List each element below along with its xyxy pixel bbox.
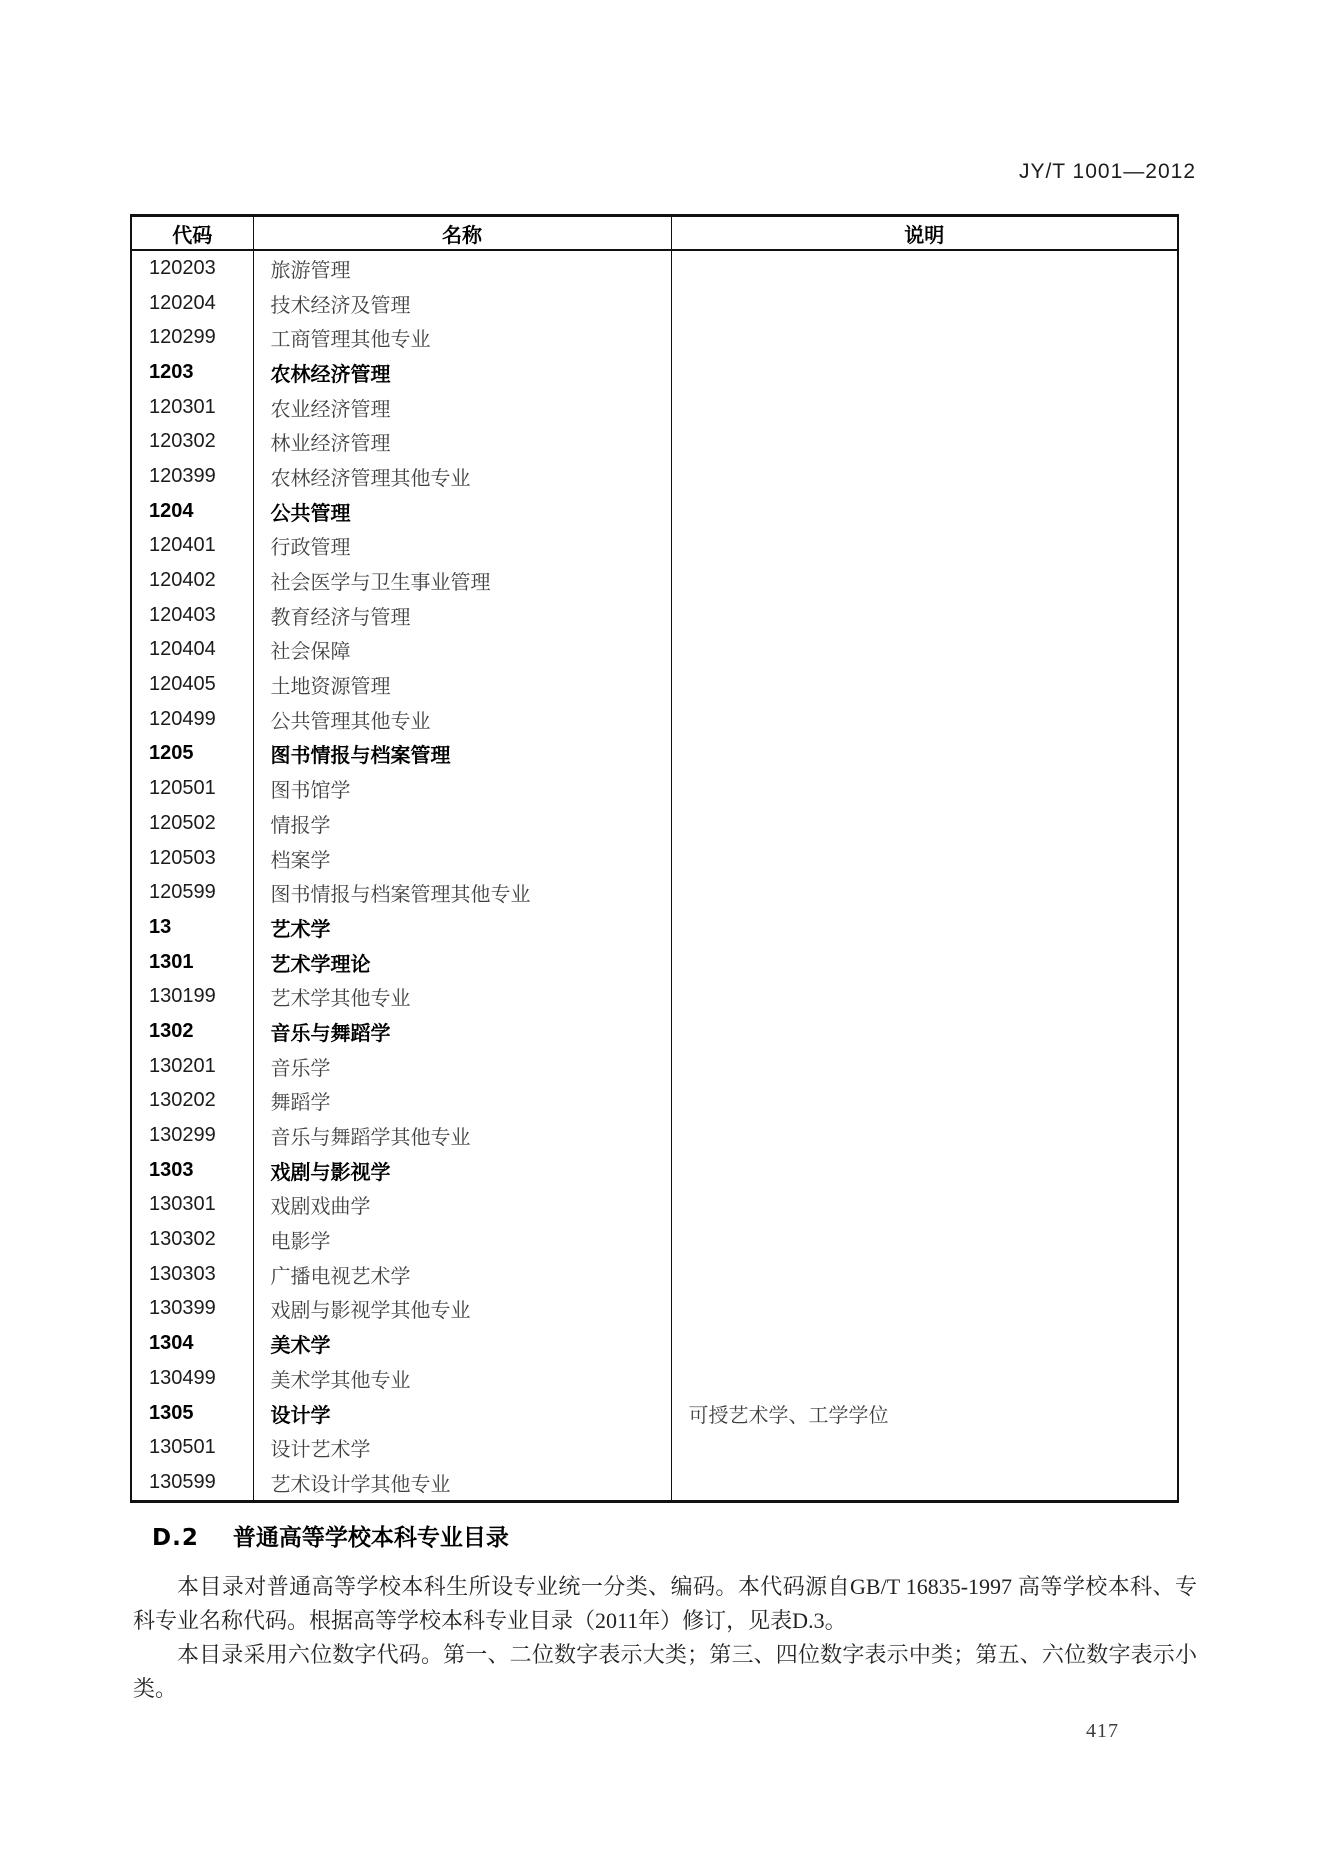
note-cell bbox=[671, 320, 1178, 355]
note-cell bbox=[671, 1361, 1178, 1396]
code-cell: 120499 bbox=[149, 707, 216, 730]
name-cell: 档案学 bbox=[253, 841, 671, 876]
code-cell: 120302 bbox=[149, 430, 216, 453]
body-paragraph: 本目录采用六位数字代码。第一、二位数字表示大类；第三、四位数字表示中类；第五、六位数字表示小类。 bbox=[133, 1642, 1197, 1701]
name-cell: 社会医学与卫生事业管理 bbox=[253, 563, 671, 598]
note-cell bbox=[671, 667, 1178, 702]
table-row bbox=[131, 737, 1178, 772]
name-cell: 农林经济管理 bbox=[253, 355, 671, 390]
note-cell: 可授艺术学、工学学位 bbox=[671, 1396, 1178, 1431]
specialty-code-table bbox=[130, 214, 1179, 1503]
table-row bbox=[131, 459, 1178, 494]
name-cell: 教育经济与管理 bbox=[253, 598, 671, 633]
table-row bbox=[131, 1465, 1178, 1501]
name-cell: 图书情报与档案管理 bbox=[253, 737, 671, 772]
name-cell: 工商管理其他专业 bbox=[253, 320, 671, 355]
table-row bbox=[131, 841, 1178, 876]
name-cell: 图书情报与档案管理其他专业 bbox=[253, 875, 671, 910]
note-cell bbox=[671, 910, 1178, 945]
table-row bbox=[131, 598, 1178, 633]
name-cell: 艺术学 bbox=[253, 910, 671, 945]
name-cell: 广播电视艺术学 bbox=[253, 1257, 671, 1292]
name-cell: 音乐与舞蹈学 bbox=[253, 1014, 671, 1049]
note-cell bbox=[671, 1222, 1178, 1257]
note-cell bbox=[671, 494, 1178, 529]
note-cell bbox=[671, 979, 1178, 1014]
note-cell bbox=[671, 875, 1178, 910]
code-cell: 1304 bbox=[149, 1332, 194, 1355]
note-cell bbox=[671, 1118, 1178, 1153]
name-cell: 艺术学其他专业 bbox=[253, 979, 671, 1014]
body-text bbox=[133, 1570, 1197, 1706]
note-cell bbox=[671, 841, 1178, 876]
table-row bbox=[131, 286, 1178, 321]
note-cell bbox=[671, 1292, 1178, 1327]
name-cell: 农业经济管理 bbox=[253, 390, 671, 425]
code-cell: 13 bbox=[149, 915, 172, 938]
column-header-code: 代码 bbox=[131, 216, 253, 251]
section-title: 普通高等学校本科专业目录 bbox=[232, 1525, 509, 1551]
table-row bbox=[131, 1396, 1178, 1431]
code-cell: 130199 bbox=[149, 985, 216, 1008]
name-cell: 艺术学理论 bbox=[253, 945, 671, 980]
note-cell bbox=[671, 1049, 1178, 1084]
name-cell: 音乐与舞蹈学其他专业 bbox=[253, 1118, 671, 1153]
table-row bbox=[131, 1292, 1178, 1327]
code-cell: 130299 bbox=[149, 1124, 216, 1147]
table-row bbox=[131, 1430, 1178, 1465]
code-cell: 120204 bbox=[149, 291, 216, 314]
code-cell: 120203 bbox=[149, 256, 216, 279]
note-cell bbox=[671, 737, 1178, 772]
code-cell: 130599 bbox=[149, 1470, 216, 1493]
name-cell: 音乐学 bbox=[253, 1049, 671, 1084]
code-cell: 1302 bbox=[149, 1019, 194, 1042]
table-row bbox=[131, 494, 1178, 529]
note-cell bbox=[671, 1430, 1178, 1465]
note-cell bbox=[671, 563, 1178, 598]
table-row bbox=[131, 1014, 1178, 1049]
spec-table-body bbox=[131, 250, 1178, 1501]
table-row bbox=[131, 563, 1178, 598]
note-cell bbox=[671, 806, 1178, 841]
note-cell bbox=[671, 355, 1178, 390]
note-cell bbox=[671, 702, 1178, 737]
code-cell: 120405 bbox=[149, 673, 216, 696]
name-cell: 戏剧与影视学 bbox=[253, 1153, 671, 1188]
code-cell: 120299 bbox=[149, 326, 216, 349]
note-cell bbox=[671, 459, 1178, 494]
table-row bbox=[131, 390, 1178, 425]
code-cell: 1204 bbox=[149, 499, 194, 522]
column-header-name: 名称 bbox=[253, 216, 671, 251]
code-cell: 1305 bbox=[149, 1401, 194, 1424]
code-cell: 120502 bbox=[149, 811, 216, 834]
table-row bbox=[131, 355, 1178, 390]
note-cell bbox=[671, 250, 1178, 286]
table-row bbox=[131, 1257, 1178, 1292]
name-cell: 情报学 bbox=[253, 806, 671, 841]
note-cell bbox=[671, 390, 1178, 425]
section-heading bbox=[152, 1519, 509, 1552]
name-cell: 公共管理 bbox=[253, 494, 671, 529]
name-cell: 舞蹈学 bbox=[253, 1084, 671, 1119]
code-cell: 120503 bbox=[149, 846, 216, 869]
table-row bbox=[131, 1222, 1178, 1257]
column-header-note: 说明 bbox=[671, 216, 1178, 251]
table-row bbox=[131, 702, 1178, 737]
note-cell bbox=[671, 1153, 1178, 1188]
name-cell: 行政管理 bbox=[253, 529, 671, 564]
table-row bbox=[131, 424, 1178, 459]
code-cell: 120401 bbox=[149, 534, 216, 557]
name-cell: 公共管理其他专业 bbox=[253, 702, 671, 737]
table-row bbox=[131, 945, 1178, 980]
code-cell: 120599 bbox=[149, 881, 216, 904]
table-row bbox=[131, 1326, 1178, 1361]
table-row bbox=[131, 320, 1178, 355]
name-cell: 旅游管理 bbox=[253, 250, 671, 286]
note-cell bbox=[671, 1465, 1178, 1501]
table-row bbox=[131, 529, 1178, 564]
name-cell: 电影学 bbox=[253, 1222, 671, 1257]
name-cell: 土地资源管理 bbox=[253, 667, 671, 702]
code-cell: 130301 bbox=[149, 1193, 216, 1216]
code-cell: 130399 bbox=[149, 1297, 216, 1320]
name-cell: 技术经济及管理 bbox=[253, 286, 671, 321]
note-cell bbox=[671, 771, 1178, 806]
table-row bbox=[131, 667, 1178, 702]
code-cell: 1203 bbox=[149, 360, 194, 383]
note-cell bbox=[671, 598, 1178, 633]
table-row bbox=[131, 806, 1178, 841]
table-row bbox=[131, 250, 1178, 286]
name-cell: 设计艺术学 bbox=[253, 1430, 671, 1465]
note-cell bbox=[671, 1326, 1178, 1361]
table-row bbox=[131, 979, 1178, 1014]
code-cell: 130302 bbox=[149, 1228, 216, 1251]
name-cell: 美术学其他专业 bbox=[253, 1361, 671, 1396]
table-row bbox=[131, 1118, 1178, 1153]
body-paragraph: 本目录对普通高等学校本科生所设专业统一分类、编码。本代码源自GB/T 16835-1997 高等学校本科、专科专业名称代码。根据高等学校本科专业目录（2011年）修订，见表D.3。 bbox=[133, 1574, 1197, 1633]
name-cell: 农林经济管理其他专业 bbox=[253, 459, 671, 494]
code-cell: 1205 bbox=[149, 742, 194, 765]
code-cell: 130501 bbox=[149, 1436, 216, 1459]
note-cell bbox=[671, 529, 1178, 564]
note-cell bbox=[671, 633, 1178, 668]
code-cell: 1301 bbox=[149, 950, 194, 973]
table-row bbox=[131, 771, 1178, 806]
table-row bbox=[131, 1049, 1178, 1084]
code-cell: 120402 bbox=[149, 569, 216, 592]
name-cell: 美术学 bbox=[253, 1326, 671, 1361]
note-cell bbox=[671, 1084, 1178, 1119]
code-cell: 120403 bbox=[149, 603, 216, 626]
name-cell: 林业经济管理 bbox=[253, 424, 671, 459]
code-cell: 120501 bbox=[149, 777, 216, 800]
note-cell bbox=[671, 286, 1178, 321]
name-cell: 设计学 bbox=[253, 1396, 671, 1431]
code-cell: 130303 bbox=[149, 1262, 216, 1285]
note-cell bbox=[671, 1014, 1178, 1049]
name-cell: 艺术设计学其他专业 bbox=[253, 1465, 671, 1501]
name-cell: 戏剧与影视学其他专业 bbox=[253, 1292, 671, 1327]
code-cell: 120301 bbox=[149, 395, 216, 418]
note-cell bbox=[671, 1257, 1178, 1292]
code-cell: 120399 bbox=[149, 464, 216, 487]
note-cell bbox=[671, 945, 1178, 980]
name-cell: 社会保障 bbox=[253, 633, 671, 668]
code-cell: 120404 bbox=[149, 638, 216, 661]
table-row bbox=[131, 1153, 1178, 1188]
code-cell: 130499 bbox=[149, 1366, 216, 1389]
code-cell: 130201 bbox=[149, 1054, 216, 1077]
table-row bbox=[131, 633, 1178, 668]
standard-code: JY/T 1001—2012 bbox=[1018, 160, 1196, 183]
code-cell: 1303 bbox=[149, 1158, 194, 1181]
table-row bbox=[131, 1084, 1178, 1119]
code-cell: 130202 bbox=[149, 1089, 216, 1112]
table-row bbox=[131, 910, 1178, 945]
page-number: 417 bbox=[1086, 1720, 1119, 1742]
table-row bbox=[131, 1188, 1178, 1223]
section-number: D.2 bbox=[152, 1525, 199, 1551]
note-cell bbox=[671, 1188, 1178, 1223]
table-row bbox=[131, 875, 1178, 910]
name-cell: 图书馆学 bbox=[253, 771, 671, 806]
note-cell bbox=[671, 424, 1178, 459]
table-row bbox=[131, 1361, 1178, 1396]
table-header-row bbox=[131, 216, 1178, 251]
name-cell: 戏剧戏曲学 bbox=[253, 1188, 671, 1223]
